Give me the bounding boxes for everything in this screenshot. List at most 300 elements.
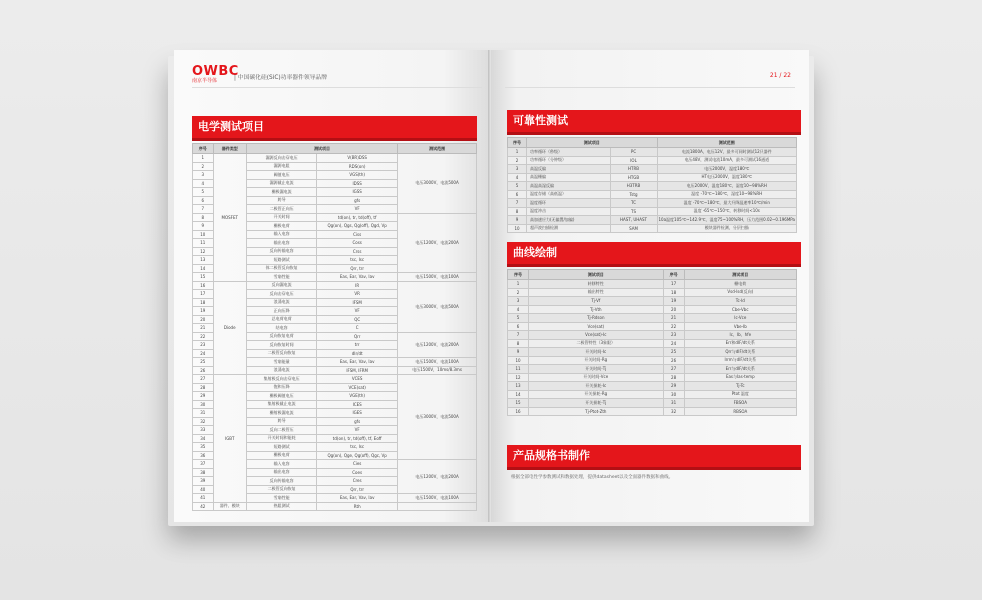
row-number: 22 xyxy=(193,332,214,341)
test-item-name: 浪涌电流 xyxy=(246,366,316,375)
row-number: 30 xyxy=(193,400,214,409)
test-item-symbol: Rth xyxy=(317,502,398,511)
curve-item: 开关损耗-Rg xyxy=(529,390,664,399)
table-row xyxy=(508,407,797,416)
test-item-symbol: VF xyxy=(317,205,398,214)
test-item-name: 温度存储（高低温） xyxy=(527,190,611,199)
device-type-cell: 器件、模块 xyxy=(213,502,246,511)
curve-item: Vbe-Ib xyxy=(684,322,796,331)
test-item-symbol: Coes xyxy=(317,468,398,477)
row-number: 22 xyxy=(663,322,684,331)
datasheet-title: 产品规格书制作 xyxy=(507,445,801,467)
row-number: 24 xyxy=(663,339,684,348)
test-item-name: 反向传输电容 xyxy=(246,477,316,486)
row-number: 16 xyxy=(193,281,214,290)
row-number: 15 xyxy=(193,273,214,282)
test-item-symbol: QC xyxy=(317,315,398,324)
curve-item: Tj-Vf xyxy=(529,297,664,306)
curve-item: Vce(sat)-Ic xyxy=(529,331,664,340)
row-number: 9 xyxy=(193,222,214,231)
table-row xyxy=(508,356,797,365)
test-item-name: 温度循环 xyxy=(527,199,611,208)
row-number: 17 xyxy=(193,290,214,299)
test-item-symbol: IGES xyxy=(317,409,398,418)
test-item-name: 反向漏电流 xyxy=(246,281,316,290)
curve-col-item-1: 测试项目 xyxy=(529,270,664,280)
test-item-name: 栅射极漏电流 xyxy=(246,409,316,418)
test-item-symbol: Coss xyxy=(317,239,398,248)
reliability-table xyxy=(507,137,797,233)
row-number: 1 xyxy=(508,148,527,157)
test-item-name: 反向击穿电压 xyxy=(246,290,316,299)
test-item-name: 温度冲击 xyxy=(527,207,611,216)
row-number: 27 xyxy=(193,375,214,384)
row-number: 41 xyxy=(193,494,214,503)
test-item-symbol: VF xyxy=(317,426,398,435)
row-number: 3 xyxy=(508,165,527,174)
curve-item: Vsd-Isd(反向) xyxy=(684,288,796,297)
table-row xyxy=(508,280,797,289)
test-code: TC xyxy=(610,199,657,208)
row-number: 26 xyxy=(193,366,214,375)
row-number: 7 xyxy=(193,205,214,214)
test-item-symbol: Ciss xyxy=(317,230,398,239)
test-item-name: 栅极阈值电压 xyxy=(246,392,316,401)
row-number: 9 xyxy=(508,348,529,357)
test-code: SAM xyxy=(610,224,657,233)
row-number: 32 xyxy=(663,407,684,416)
test-item-name: 栅极电荷 xyxy=(246,451,316,460)
test-item-symbol: Eas, Ear, Vav, Iav xyxy=(317,494,398,503)
curve-item: 转移特性 xyxy=(529,280,664,289)
row-number: 32 xyxy=(193,417,214,426)
row-number: 3 xyxy=(193,171,214,180)
curve-item: 开关时间-Ic xyxy=(529,348,664,357)
curve-title: 曲线绘制 xyxy=(507,242,801,264)
curve-item: 栅电荷 xyxy=(684,280,796,289)
test-item-name: 短路测试 xyxy=(246,256,316,265)
row-number: 26 xyxy=(663,356,684,365)
test-item-symbol: VF xyxy=(317,307,398,316)
table-row xyxy=(508,322,797,331)
row-number: 4 xyxy=(508,173,527,182)
curve-item: 开关损耗-Ic xyxy=(529,382,664,391)
curve-item: 开关时间-Rg xyxy=(529,356,664,365)
header-tagline: | 中国碳化硅(SiC)功率器件领导品牌 xyxy=(234,75,328,81)
curve-item: Eas与Ias-temp xyxy=(684,373,796,382)
row-number: 36 xyxy=(193,451,214,460)
test-code: HTGB xyxy=(610,173,657,182)
test-item-name: 热阻测试 xyxy=(246,502,316,511)
left-page xyxy=(174,50,491,522)
test-item-name: 栅极电荷 xyxy=(246,222,316,231)
test-range-cell: 电压1200V，电流200A xyxy=(398,332,477,358)
test-item-symbol: VGE(th) xyxy=(317,392,398,401)
test-range-cell: 电压3000V，电流500A xyxy=(398,375,477,460)
curve-item: Err与dIF/dt关系 xyxy=(684,365,796,374)
row-number: 25 xyxy=(663,348,684,357)
row-number: 12 xyxy=(508,373,529,382)
row-number: 17 xyxy=(663,280,684,289)
curve-item: 开关时间-Tj xyxy=(529,365,664,374)
row-number: 27 xyxy=(663,365,684,374)
test-item-symbol: IDSS xyxy=(317,179,398,188)
test-range-cell: 电压1500V，电流100A xyxy=(398,273,477,282)
test-item-name: 反向恢复时间 xyxy=(246,341,316,350)
test-item-symbol: C xyxy=(317,324,398,333)
table-row xyxy=(508,199,797,208)
test-item-symbol: IFSM xyxy=(317,298,398,307)
test-range-cell: HT电压2000V，温度180℃ xyxy=(657,173,796,182)
test-code: IOL xyxy=(610,156,657,165)
test-item-symbol: V(BR)DSS xyxy=(317,154,398,163)
table-row xyxy=(508,399,797,408)
test-item-name: 二极管正向压 xyxy=(246,205,316,214)
test-item-name: 输入电容 xyxy=(246,460,316,469)
test-item-symbol: VR xyxy=(317,290,398,299)
row-number: 14 xyxy=(508,390,529,399)
test-item-name: 反向二极管压 xyxy=(246,426,316,435)
row-number: 6 xyxy=(508,190,527,199)
row-number: 10 xyxy=(508,224,527,233)
row-number: 8 xyxy=(193,213,214,222)
device-type-cell: MOSFET xyxy=(213,154,246,282)
test-range-cell: 电压1200V，电流200A xyxy=(398,213,477,273)
table-row xyxy=(193,154,477,163)
test-item-symbol: tsc, Isc xyxy=(317,443,398,452)
test-item-name: 输入电容 xyxy=(246,230,316,239)
curve-item: 开关时间-Vce xyxy=(529,373,664,382)
test-item-symbol: VCES xyxy=(317,375,398,384)
row-number: 4 xyxy=(508,305,529,314)
row-number: 31 xyxy=(663,399,684,408)
table-row xyxy=(508,365,797,374)
test-range-cell: 电压1500V，10ms/8.3ms xyxy=(398,366,477,375)
test-item-symbol: Qg(on), Qge, Qg(off), Qgc, Vp xyxy=(317,451,398,460)
brand-logo xyxy=(192,64,239,84)
test-item-name: 集射极反向击穿电压 xyxy=(246,375,316,384)
test-item-symbol: VCE(sat) xyxy=(317,383,398,392)
row-number: 5 xyxy=(508,314,529,323)
test-item-symbol: Qrr, trr xyxy=(317,485,398,494)
electrical-test-table xyxy=(192,143,477,511)
table-row xyxy=(508,305,797,314)
device-type-cell: Diode xyxy=(213,281,246,375)
col-header-no: 序号 xyxy=(193,144,214,154)
test-item-symbol: VGS(th) xyxy=(317,171,398,180)
test-range-cell: 温度 -70℃~180℃，最大升降温速率10℃/min xyxy=(657,199,796,208)
curve-item: Tj-Rdson xyxy=(529,314,664,323)
curve-item: Qrr与dIF/dt关系 xyxy=(684,348,796,357)
table-row xyxy=(508,331,797,340)
row-number: 11 xyxy=(193,239,214,248)
page-number: 21 / 22 xyxy=(769,72,791,79)
test-item-name: 反向恢复电荷 xyxy=(246,332,316,341)
test-item-name: 正向压降 xyxy=(246,307,316,316)
row-number: 6 xyxy=(193,196,214,205)
curve-item: 开关损耗-Tj xyxy=(529,399,664,408)
test-item-name: 雪崩能量 xyxy=(246,358,316,367)
logo-subtext: 南京半导体 xyxy=(192,78,218,84)
row-number: 2 xyxy=(193,162,214,171)
row-number: 23 xyxy=(663,331,684,340)
test-item-name: 浪涌电流 xyxy=(246,298,316,307)
curve-item: Tj-Ptot-Zth xyxy=(529,407,664,416)
test-item-name: 高加速应力(无偏置/加偏) xyxy=(527,216,611,225)
test-item-name: 集射极截止电流 xyxy=(246,400,316,409)
row-number: 31 xyxy=(193,409,214,418)
table-row xyxy=(508,348,797,357)
row-number: 1 xyxy=(508,280,529,289)
row-number: 35 xyxy=(193,443,214,452)
row-number: 14 xyxy=(193,264,214,273)
table-row xyxy=(508,148,797,157)
device-type-cell: IGBT xyxy=(213,375,246,503)
curve-item: Irrm与dIF/dt关系 xyxy=(684,356,796,365)
test-item-symbol: td(on), tr, td(off), tf, Eoff xyxy=(317,434,398,443)
test-item-symbol: trr xyxy=(317,341,398,350)
row-number: 42 xyxy=(193,502,214,511)
row-number: 20 xyxy=(193,315,214,324)
curve-item: Tj-Vth xyxy=(529,305,664,314)
row-number: 21 xyxy=(193,324,214,333)
test-item-name: 栅极漏电流 xyxy=(246,188,316,197)
test-item-symbol: Crss xyxy=(317,247,398,256)
col-header-test-item: 测试项目 xyxy=(246,144,397,154)
row-number: 34 xyxy=(193,434,214,443)
test-item-symbol: gfs xyxy=(317,196,398,205)
row-number: 15 xyxy=(508,399,529,408)
row-number: 3 xyxy=(508,297,529,306)
test-code: TS xyxy=(610,207,657,216)
test-item-name: 输出电容 xyxy=(246,239,316,248)
test-range-cell: 电压2000V，温度180℃，湿度10~98%RH xyxy=(657,182,796,191)
table-row xyxy=(508,165,797,174)
test-item-symbol: Qrr xyxy=(317,332,398,341)
test-item-name: 开关时间 xyxy=(246,213,316,222)
test-item-symbol: IR xyxy=(317,281,398,290)
test-item-name: 漏源电阻 xyxy=(246,162,316,171)
test-code: Tstg xyxy=(610,190,657,199)
test-code: PC xyxy=(610,148,657,157)
col-header-device-type: 器件类型 xyxy=(213,144,246,154)
curve-item: FBSOA xyxy=(684,399,796,408)
curve-col-no-2: 序号 xyxy=(663,270,684,280)
table-row xyxy=(508,207,797,216)
row-number: 9 xyxy=(508,216,527,225)
row-number: 25 xyxy=(193,358,214,367)
test-item-symbol: IGSS xyxy=(317,188,398,197)
table-row xyxy=(508,173,797,182)
test-item-symbol: Cres xyxy=(317,477,398,486)
test-code: H3TRB xyxy=(610,182,657,191)
test-range-cell: 电压1500V，电流100A xyxy=(398,358,477,367)
curve-item: 输出特性 xyxy=(529,288,664,297)
test-item-symbol: IFSM, IFRM xyxy=(317,366,398,375)
row-number: 4 xyxy=(193,179,214,188)
row-number: 10 xyxy=(508,356,529,365)
test-item-symbol: Qrr, trr xyxy=(317,264,398,273)
row-number: 39 xyxy=(193,477,214,486)
test-item-symbol: ICES xyxy=(317,400,398,409)
row-number: 19 xyxy=(663,297,684,306)
test-range-cell: 温度 -70℃~180℃，湿度10~98%RH xyxy=(657,190,796,199)
row-number: 8 xyxy=(508,339,529,348)
curve-item: 二极管特性（3象限） xyxy=(529,339,664,348)
table-row xyxy=(193,502,477,511)
test-item-name: 输出电容 xyxy=(246,468,316,477)
curve-item: RBSOA xyxy=(684,407,796,416)
rel-col-item: 测试项目 xyxy=(527,138,658,148)
row-number: 18 xyxy=(193,298,214,307)
row-number: 38 xyxy=(193,468,214,477)
rel-col-range: 测试范围 xyxy=(657,138,796,148)
test-range-cell: 电压3000V，电流500A xyxy=(398,281,477,332)
row-number: 8 xyxy=(508,207,527,216)
table-row xyxy=(508,373,797,382)
row-number: 18 xyxy=(663,288,684,297)
table-row xyxy=(508,314,797,323)
table-row xyxy=(508,156,797,165)
test-item-symbol: gfs xyxy=(317,417,398,426)
curve-table xyxy=(507,269,797,416)
electrical-test-title: 电学测试项目 xyxy=(192,116,477,138)
row-number: 16 xyxy=(508,407,529,416)
col-header-test-range: 测试范围 xyxy=(398,144,477,154)
test-item-name: 高温高湿反偏 xyxy=(527,182,611,191)
right-page xyxy=(491,50,809,522)
table-row xyxy=(508,190,797,199)
curve-item: Vce(sat) xyxy=(529,322,664,331)
test-item-symbol: RDS(on) xyxy=(317,162,398,171)
curve-item: Ptot 温度 xyxy=(684,390,796,399)
row-number: 10 xyxy=(193,230,214,239)
row-number: 19 xyxy=(193,307,214,316)
test-item-symbol: td(on), tr, td(off), tf xyxy=(317,213,398,222)
test-item-name: 跨导 xyxy=(246,196,316,205)
test-item-symbol: dIr/dt xyxy=(317,349,398,358)
test-item-name: 饱和压降 xyxy=(246,383,316,392)
test-range-cell: 温度 -65℃~150℃，转移时间<10s xyxy=(657,207,796,216)
curve-col-item-2: 测试项目 xyxy=(684,270,796,280)
test-item-name: 跨导 xyxy=(246,417,316,426)
test-item-name: 功率循环（分钟级） xyxy=(527,156,611,165)
test-range-cell xyxy=(398,502,477,511)
logo-mark: OWBC xyxy=(192,64,239,79)
row-number: 13 xyxy=(193,256,214,265)
test-item-name: 漏源截止电流 xyxy=(246,179,316,188)
table-row xyxy=(508,182,797,191)
test-range-cell: 电压2000V，温度180℃ xyxy=(657,165,796,174)
row-number: 7 xyxy=(508,199,527,208)
table-row xyxy=(193,375,477,384)
reliability-title: 可靠性测试 xyxy=(507,110,801,132)
test-item-name: 总电荷电荷 xyxy=(246,315,316,324)
row-number: 29 xyxy=(663,382,684,391)
row-number: 12 xyxy=(193,247,214,256)
row-number: 23 xyxy=(193,341,214,350)
test-item-name: 短路测试 xyxy=(246,443,316,452)
datasheet-description: 根据全部电性学参数测试和数据处理，提供datasheet以及全面器件数据和曲线。 xyxy=(511,475,674,480)
test-range-cell: 电压3000V，电流500A xyxy=(398,154,477,214)
test-range-cell: 模块器件检测，分层扫描 xyxy=(657,224,796,233)
row-number: 30 xyxy=(663,390,684,399)
table-row xyxy=(508,382,797,391)
test-item-name: 雪崩性能 xyxy=(246,273,316,282)
row-number: 33 xyxy=(193,426,214,435)
test-item-symbol: Eas, Ear, Vav, Iav xyxy=(317,273,398,282)
curve-item: Err和dIF/dt关系 xyxy=(684,339,796,348)
test-item-name: 高温反偏 xyxy=(527,165,611,174)
row-number: 11 xyxy=(508,365,529,374)
test-item-name: 超声波扫描检测 xyxy=(527,224,611,233)
row-number: 28 xyxy=(193,383,214,392)
test-item-name: 反向传输电容 xyxy=(246,247,316,256)
row-number: 37 xyxy=(193,460,214,469)
row-number: 2 xyxy=(508,288,529,297)
test-item-name: 二极管反向恢复 xyxy=(246,485,316,494)
test-item-name: 雪崩性能 xyxy=(246,494,316,503)
table-row xyxy=(508,216,797,225)
row-number: 2 xyxy=(508,156,527,165)
row-number: 29 xyxy=(193,392,214,401)
row-number: 20 xyxy=(663,305,684,314)
table-row xyxy=(508,339,797,348)
row-number: 28 xyxy=(663,373,684,382)
table-row xyxy=(508,390,797,399)
row-number: 21 xyxy=(663,314,684,323)
table-row xyxy=(193,281,477,290)
curve-item: Tc-Id xyxy=(684,297,796,306)
rel-col-no: 序号 xyxy=(508,138,527,148)
test-range-cell: 电压1500V，电流100A xyxy=(398,494,477,503)
row-number: 5 xyxy=(193,188,214,197)
table-row xyxy=(508,297,797,306)
test-code: HAST, UHAST xyxy=(610,216,657,225)
test-item-name: 结电容 xyxy=(246,324,316,333)
curve-item: Cbe-Vbc xyxy=(684,305,796,314)
test-range-cell: 电流1800A，电压12V，最多可同时测试12只器件 xyxy=(657,148,796,157)
test-item-name: 体二极管反向恢复 xyxy=(246,264,316,273)
row-number: 5 xyxy=(508,182,527,191)
table-row xyxy=(508,288,797,297)
test-item-symbol: Qg(on), Qgs, Qg(off), Qgd, Vp xyxy=(317,222,398,231)
curve-item: Ic、Ib、hfe xyxy=(684,331,796,340)
test-item-name: 功率循环（秒级） xyxy=(527,148,611,157)
row-number: 13 xyxy=(508,382,529,391)
test-item-symbol: tsc, Isc xyxy=(317,256,398,265)
test-code: HTRB xyxy=(610,165,657,174)
header-divider xyxy=(192,87,482,88)
row-number: 7 xyxy=(508,331,529,340)
test-item-name: 开关时间和能耗 xyxy=(246,434,316,443)
row-number: 40 xyxy=(193,485,214,494)
test-item-name: 漏源反向击穿电压 xyxy=(246,154,316,163)
curve-item: Ic-Vce xyxy=(684,314,796,323)
test-item-symbol: Eas, Ear, Vav, Iav xyxy=(317,358,398,367)
test-range-cell: 电压1200V，电流200A xyxy=(398,460,477,494)
test-item-name: 二极管反向恢复 xyxy=(246,349,316,358)
test-item-name: 阈值电压 xyxy=(246,171,316,180)
test-item-name: 高温栅偏 xyxy=(527,173,611,182)
table-row xyxy=(508,224,797,233)
curve-col-no-1: 序号 xyxy=(508,270,529,280)
row-number: 24 xyxy=(193,349,214,358)
test-range-cell: 电压48V，测试电流10mA，最多可测试16通道 xyxy=(657,156,796,165)
row-number: 1 xyxy=(193,154,214,163)
header-divider-right xyxy=(505,87,795,88)
test-range-cell: 10a温度105℃~142.9℃，湿度75~100%RH，压力范围0.02~0.196MPa xyxy=(657,216,796,225)
